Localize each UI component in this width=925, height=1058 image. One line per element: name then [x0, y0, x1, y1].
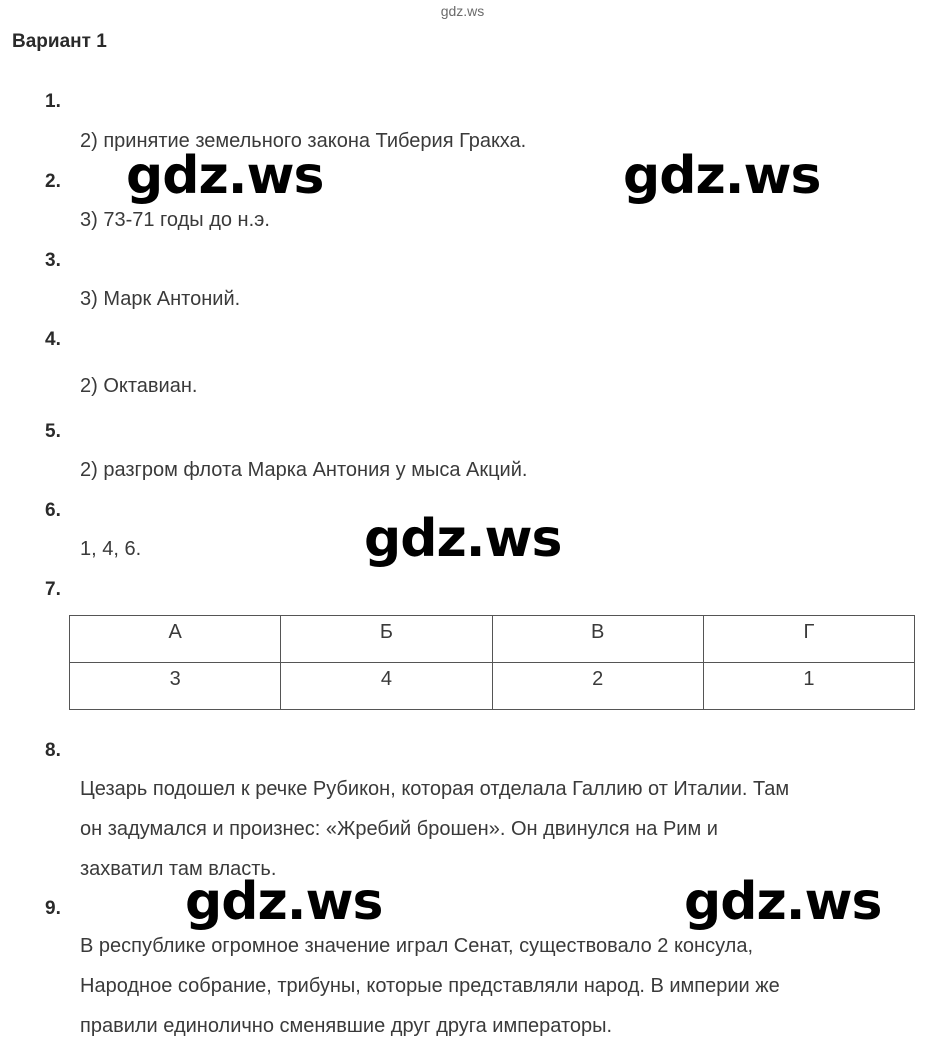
question-number-2: 2.	[45, 171, 61, 192]
watermark: gdz.ws	[684, 872, 882, 932]
table-header-cell: В	[492, 616, 703, 663]
table-header-row	[70, 616, 915, 663]
question-number-5: 5.	[45, 421, 61, 442]
answer-2: 3) 73-71 годы до н.э.	[80, 209, 270, 231]
table-header-cell: Б	[281, 616, 492, 663]
table-cell: 2	[492, 663, 703, 710]
watermark: gdz.ws	[185, 872, 383, 932]
question-number-6: 6.	[45, 500, 61, 521]
answer-8-line: захватил там власть.	[80, 858, 277, 880]
top-watermark: gdz.ws	[440, 3, 485, 19]
question-number-8: 8.	[45, 740, 61, 761]
answer-8-line: он задумался и произнес: «Жребий брошен». Он двинулся на Рим и	[80, 818, 718, 840]
answer-9-line: правили единолично сменявшие друг друга императоры.	[80, 1015, 613, 1037]
answer-3: 3) Марк Антоний.	[80, 288, 241, 310]
answer-9-line: В республике огромное значение играл Сенат, существовало 2 консула,	[80, 935, 754, 957]
table-header-cell: А	[70, 616, 281, 663]
answer-9	[80, 926, 910, 1046]
answer-4: 2) Октавиан.	[80, 375, 198, 397]
page-title: Вариант 1	[12, 31, 107, 52]
answer-6: 1, 4, 6.	[80, 538, 142, 560]
question-number-9: 9.	[45, 898, 61, 919]
answer-8-line: Цезарь подошел к речке Рубикон, которая отделала Галлию от Италии. Там	[80, 778, 790, 800]
table-cell: 4	[281, 663, 492, 710]
question-number-1: 1.	[45, 91, 61, 112]
watermark: gdz.ws	[364, 509, 562, 569]
watermark: gdz.ws	[623, 146, 821, 206]
table-header-cell: Г	[703, 616, 914, 663]
answer-8	[80, 769, 910, 889]
answer-1: 2) принятие земельного закона Тиберия Гракха.	[80, 130, 527, 152]
watermark: gdz.ws	[126, 146, 324, 206]
answer-9-line: Народное собрание, трибуны, которые представляли народ. В империи же	[80, 975, 780, 997]
answer-table	[69, 615, 915, 710]
table-row	[70, 663, 915, 710]
question-number-7: 7.	[45, 579, 61, 600]
question-number-4: 4.	[45, 329, 61, 350]
table-cell: 1	[703, 663, 914, 710]
table-cell: 3	[70, 663, 281, 710]
answer-5: 2) разгром флота Марка Антония у мыса Акций.	[80, 459, 528, 481]
question-number-3: 3.	[45, 250, 61, 271]
